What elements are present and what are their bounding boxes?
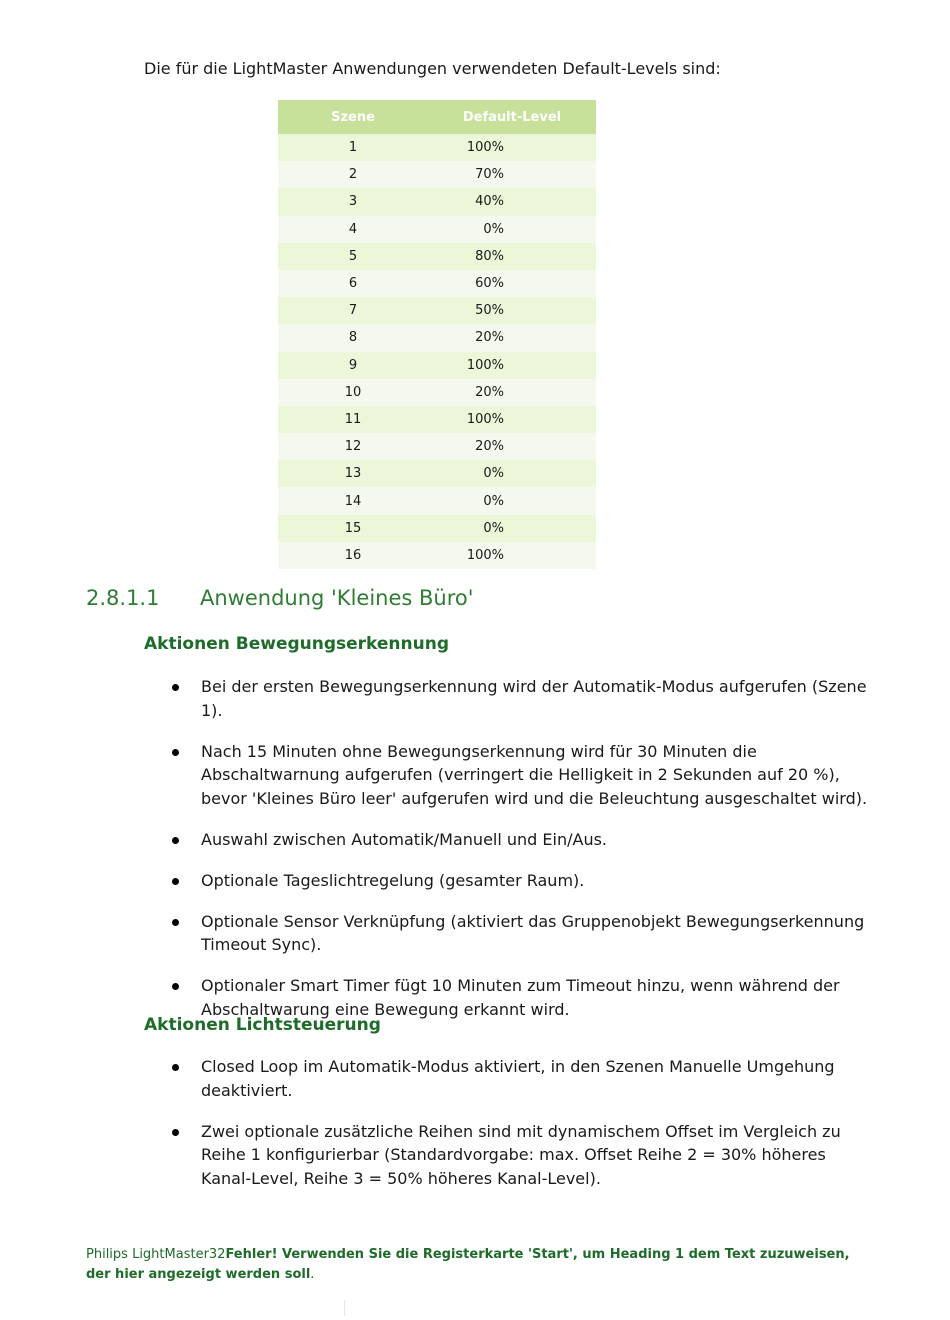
default-level-cell: 20% [428, 433, 596, 460]
footer-error-field: Fehler! Verwenden Sie die Registerkarte 'Start', um Heading 1 dem Text zuzuweisen, der hier angezeigt werden soll [86, 1247, 850, 1282]
table-row [278, 406, 596, 433]
scene-cell: 6 [278, 270, 428, 297]
scene-cell: 1 [278, 134, 428, 161]
light-actions-heading: Aktionen Lichtsteuerung [144, 1015, 381, 1035]
section-heading [86, 586, 474, 610]
bullet-icon [172, 878, 179, 885]
scene-cell: 9 [278, 352, 428, 379]
list-item [144, 740, 869, 811]
scene-cell: 2 [278, 161, 428, 188]
table-row [278, 188, 596, 215]
default-level-cell: 20% [428, 379, 596, 406]
scene-cell: 15 [278, 515, 428, 542]
scene-cell: 11 [278, 406, 428, 433]
table-row [278, 352, 596, 379]
table-row [278, 379, 596, 406]
section-number: 2.8.1.1 [86, 586, 160, 610]
motion-actions-heading: Aktionen Bewegungserkennung [144, 634, 450, 654]
table-row [278, 460, 596, 487]
scene-cell: 7 [278, 297, 428, 324]
scene-cell: 8 [278, 324, 428, 351]
bullet-icon [172, 919, 179, 926]
list-item-text: Bei der ersten Bewegungserkennung wird der Automatik-Modus aufgerufen (Szene 1). [201, 677, 867, 720]
table-body [278, 134, 596, 569]
default-level-cell: 100% [428, 134, 596, 161]
bullet-icon [172, 983, 179, 990]
column-header-default-level: Default-Level [428, 100, 596, 134]
list-item [144, 1055, 869, 1102]
default-level-cell: 60% [428, 270, 596, 297]
bullet-icon [172, 749, 179, 756]
light-actions-list [144, 1055, 869, 1208]
table-row [278, 487, 596, 514]
motion-actions-list [144, 675, 869, 1039]
default-level-cell: 0% [428, 515, 596, 542]
scene-cell: 4 [278, 216, 428, 243]
list-item [144, 974, 869, 1021]
table-row [278, 134, 596, 161]
default-level-cell: 70% [428, 161, 596, 188]
page-footer [86, 1245, 866, 1285]
bullet-icon [172, 1064, 179, 1071]
table-row [278, 161, 596, 188]
default-levels-table [278, 100, 596, 569]
default-level-cell: 100% [428, 542, 596, 569]
default-level-cell: 100% [428, 406, 596, 433]
default-level-cell: 100% [428, 352, 596, 379]
scene-cell: 10 [278, 379, 428, 406]
list-item [144, 828, 869, 852]
column-header-scene: Szene [278, 100, 428, 134]
footer-brand: Philips LightMaster32 [86, 1247, 226, 1262]
bullet-icon [172, 837, 179, 844]
scene-cell: 12 [278, 433, 428, 460]
list-item [144, 1120, 869, 1191]
page-divider [344, 1300, 345, 1316]
table-header-row [278, 100, 596, 134]
table-row [278, 324, 596, 351]
scene-cell: 3 [278, 188, 428, 215]
footer-end: . [310, 1267, 315, 1282]
table-row [278, 243, 596, 270]
table-row [278, 270, 596, 297]
default-level-cell: 0% [428, 487, 596, 514]
default-level-cell: 0% [428, 460, 596, 487]
section-title: Anwendung 'Kleines Büro' [200, 586, 474, 610]
default-level-cell: 20% [428, 324, 596, 351]
list-item [144, 869, 869, 893]
table-row [278, 216, 596, 243]
table-row [278, 297, 596, 324]
default-level-cell: 40% [428, 188, 596, 215]
scene-cell: 16 [278, 542, 428, 569]
scene-cell: 5 [278, 243, 428, 270]
list-item-text: Closed Loop im Automatik-Modus aktiviert, in den Szenen Manuelle Umgehung deaktiviert. [201, 1057, 835, 1100]
list-item-text: Optionale Sensor Verknüpfung (aktiviert das Gruppenobjekt Bewegungserkennung Timeout Sync). [201, 911, 865, 954]
list-item-text: Nach 15 Minuten ohne Bewegungserkennung wird für 30 Minuten die Abschaltwarnung aufgerufen (verringert die Helligkeit in 2 Sekunden auf 20 %), bevor 'Kleines Büro leer' aufgerufen wird und die Beleuchtung ausgeschaltet wird). [201, 741, 868, 808]
intro-text: Die für die LightMaster Anwendungen verwendeten Default-Levels sind: [144, 59, 721, 78]
list-item [144, 675, 869, 722]
default-level-cell: 50% [428, 297, 596, 324]
default-level-cell: 0% [428, 216, 596, 243]
list-item-text: Optionaler Smart Timer fügt 10 Minuten zum Timeout hinzu, wenn während der Abschaltwarung eine Bewegung erkannt wird. [201, 976, 840, 1019]
table-row [278, 433, 596, 460]
table-row [278, 542, 596, 569]
default-level-cell: 80% [428, 243, 596, 270]
list-item [144, 910, 869, 957]
scene-cell: 14 [278, 487, 428, 514]
scene-cell: 13 [278, 460, 428, 487]
list-item-text: Zwei optionale zusätzliche Reihen sind mit dynamischem Offset im Vergleich zu Reihe 1 konfigurierbar (Standardvorgabe: max. Offset Reihe 2 = 30% höheres Kanal-Level, Reihe 3 = 50% höheres Kanal-Level). [201, 1121, 841, 1188]
list-item-text: Optionale Tageslichtregelung (gesamter Raum). [201, 870, 585, 890]
list-item-text: Auswahl zwischen Automatik/Manuell und Ein/Aus. [201, 829, 607, 849]
bullet-icon [172, 1129, 179, 1136]
table-row [278, 515, 596, 542]
bullet-icon [172, 684, 179, 691]
